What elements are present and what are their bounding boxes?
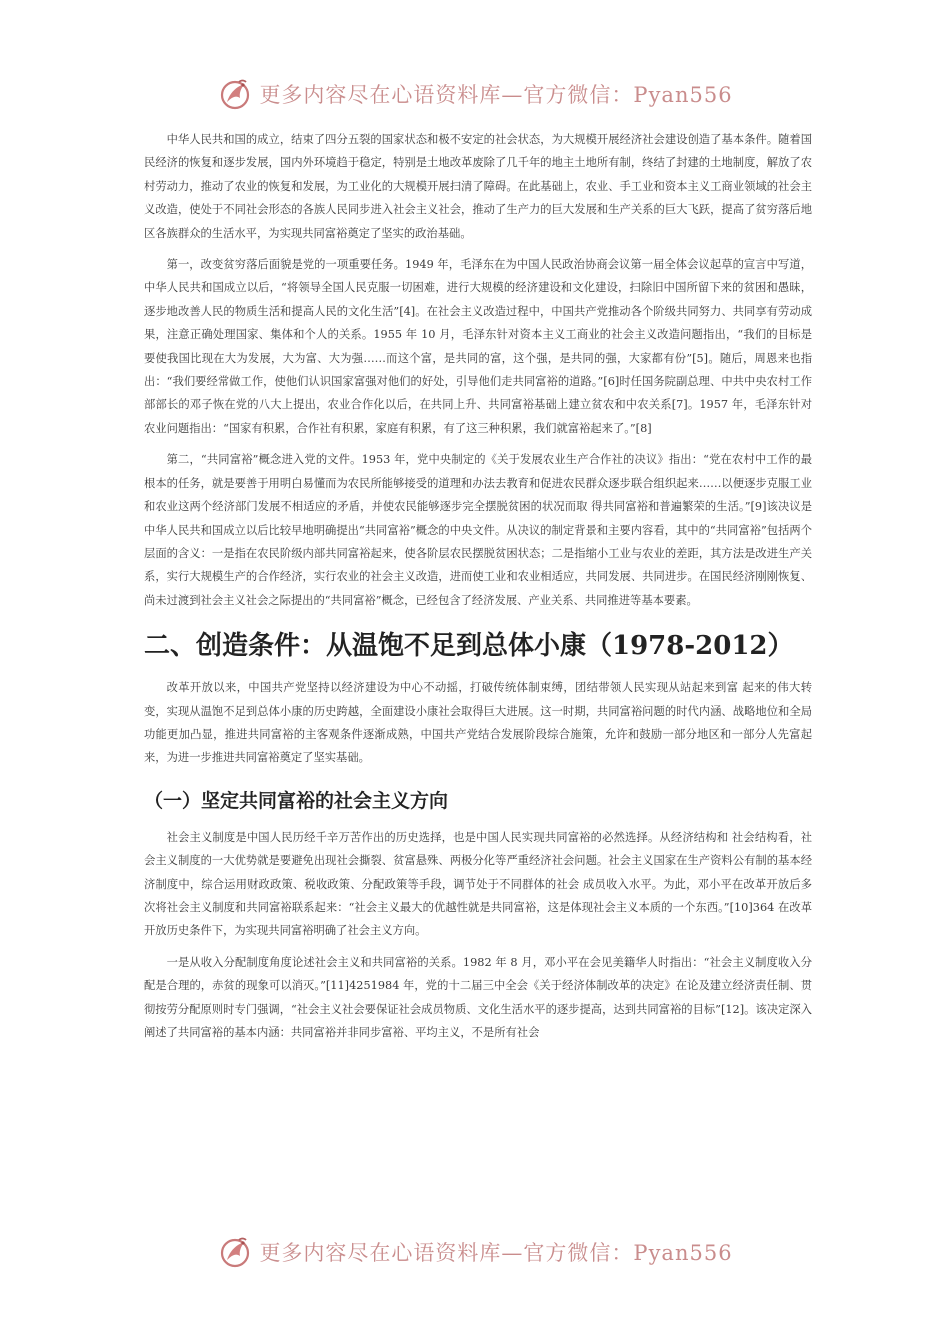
footer-watermark-banner: [0, 1230, 950, 1274]
paragraph-second-point: 第二，“共同富裕”概念进入党的文件。1953 年，党中央制定的《关于发展农业生产合作社的决议》指出：“党在农村中工作的最根本的任务，就是要善于用明白易懂而为农民所能够接受的道理和办法去教育和促进农民群众逐步联合组织起来……以便逐步克服工业和农业这两个经济部门发展不相适应的矛盾，并使农民能够逐步完全摆脱贫困的状况而取 得共同富裕和普遍繁荣的生活。”[9]该决议是中华人民共和国成立以后比较早地明确提出“共同富裕”概念的中央文件。从决议的制定背景和主要内容看，其中的“共同富裕”包括两个层面的含义：一是指在农民阶级内部共同富裕起来，使各阶层农民摆脱贫困状态；二是指缩小工业与农业的差距，其方法是改进生产关系，实行大规模生产的合作经济，实行农业的社会主义改造，进而使工业和农业相适应，共同发展、共同进步。在国民经济刚刚恢复、尚未过渡到社会主义社会之际提出的“共同富裕”概念，已经包含了经济发展、产业关系、共同推进等基本要素。: [144, 453, 812, 607]
section-heading: 二、创造条件：从温饱不足到总体小康（1978-2012）: [144, 631, 794, 662]
watermark-text: 更多内容尽在心语资料库—官方微信：Pyan556: [259, 1241, 733, 1265]
swan-logo-icon: [217, 76, 253, 112]
subsection-heading: （一）坚定共同富裕的社会主义方向: [144, 789, 449, 812]
paragraph-first-point: 第一，改变贫穷落后面貌是党的一项重要任务。1949 年，毛泽东在为中国人民政治协商会议第一届全体会议起草的宣言中写道，中华人民共和国成立以后，“将领导全国人民克服一切困难，进行大规模的经济建设和文化建设，扫除旧中国所留下来的贫困和愚昧，逐步地改善人民的物质生活和提高人民的文化生活”[4]。在社会主义改造过程中，中国共产党推动各个阶级共同努力、共同享有劳动成果，注意正确处理国家、集体和个人的关系。1955 年 10 月，毛泽东针对资本主义工商业的社会主义改造问题指出，“我们的目标是要使我国比现在大为发展，大为富、大为强……而这个富，是共同的富，这个强，是共同的强，大家都有份”[5]。随后，周恩来也指出：“我们要经常做工作，使他们认识国家富强对他们的好处，引导他们走共同富裕的道路。”[6]时任国务院副总理、中共中央农村工作部部长的邓子恢在党的八大上提出，农业合作化以后，在共同上升、共同富裕基础上建立贫农和中农关系[7]。1957 年，毛泽东针对农业问题指出：“国家有积累，合作社有积累，家庭有积累，有了这三种积累，我们就富裕起来了。”[8]: [144, 258, 812, 435]
paragraph-socialist-system: 社会主义制度是中国人民历经千辛万苦作出的历史选择，也是中国人民实现共同富裕的必然选择。从经济结构和 社会结构看，社会主义制度的一大优势就是要避免出现社会撕裂、贫富悬殊、两极分化等严重经济社会问题。社会主义国家在生产资料公有制的基本经济制度中，综合运用财政政策、税收政策、分配政策等手段，调节处于不同群体的社会 成员收入水平。为此，邓小平在改革开放后多次将社会主义制度和共同富裕联系起来：“社会主义最大的优越性就是共同富裕，这是体现社会主义本质的一个东西。”[10]364 在改革开放历史条件下，为实现共同富裕明确了社会主义方向。: [144, 830, 812, 938]
swan-logo-icon: [217, 1234, 253, 1270]
paragraph-intro: 中华人民共和国的成立，结束了四分五裂的国家状态和极不安定的社会状态，为大规模开展经济社会建设创造了基本条件。随着国民经济的恢复和逐步发展，国内外环境趋于稳定，特别是土地改革废除了几千年的地主土地所有制，终结了封建的土地制度，解放了农村劳动力，推动了农业的恢复和发展，为工业化的大规模开展扫清了障碍。在此基础上，农业、手工业和资本主义工商业领域的社会主义改造，使处于不同社会形态的各族人民同步进入社会主义社会，推动了生产力的巨大发展和生产关系的巨大飞跃，提高了贫穷落后地区各族群众的生活水平，为实现共同富裕奠定了坚实的政治基础。: [144, 133, 812, 240]
paragraph-section-intro: 改革开放以来，中国共产党坚持以经济建设为中心不动摇，打破传统体制束缚，团结带领人民实现从站起来到富 起来的伟大转变，实现从温饱不足到总体小康的历史跨越，全面建设小康社会取得巨大进展。这一时期，共同富裕问题的时代内涵、战略地位和全局功能更加凸显，推进共同富裕的主客观条件逐渐成熟，中国共产党结合发展阶段综合施策，允许和鼓励一部分地区和一部分人先富起来，为进一步推进共同富裕奠定了坚实基础。: [144, 681, 812, 765]
paragraph-income-distribution: 一是从收入分配制度角度论述社会主义和共同富裕的关系。1982 年 8 月，邓小平在会见美籍华人时指出：“社会主义制度收入分配是合理的，赤贫的现象可以消灭。”[11]4251984 年，党的十二届三中全会《关于经济体制改革的决定》在论及建立经济责任制、贯彻按劳分配原则时专门强调，“社会主义社会要保证社会成员物质、文化生活水平的逐步提高，达到共同富裕的目标”[12]。该决定深入阐述了共同富裕的基本内涵：共同富裕并非同步富裕、平均主义，不是所有社会: [144, 955, 812, 1039]
document-body: [144, 128, 812, 1052]
header-watermark-banner: [0, 72, 950, 116]
watermark-text: 更多内容尽在心语资料库—官方微信：Pyan556: [259, 83, 733, 107]
